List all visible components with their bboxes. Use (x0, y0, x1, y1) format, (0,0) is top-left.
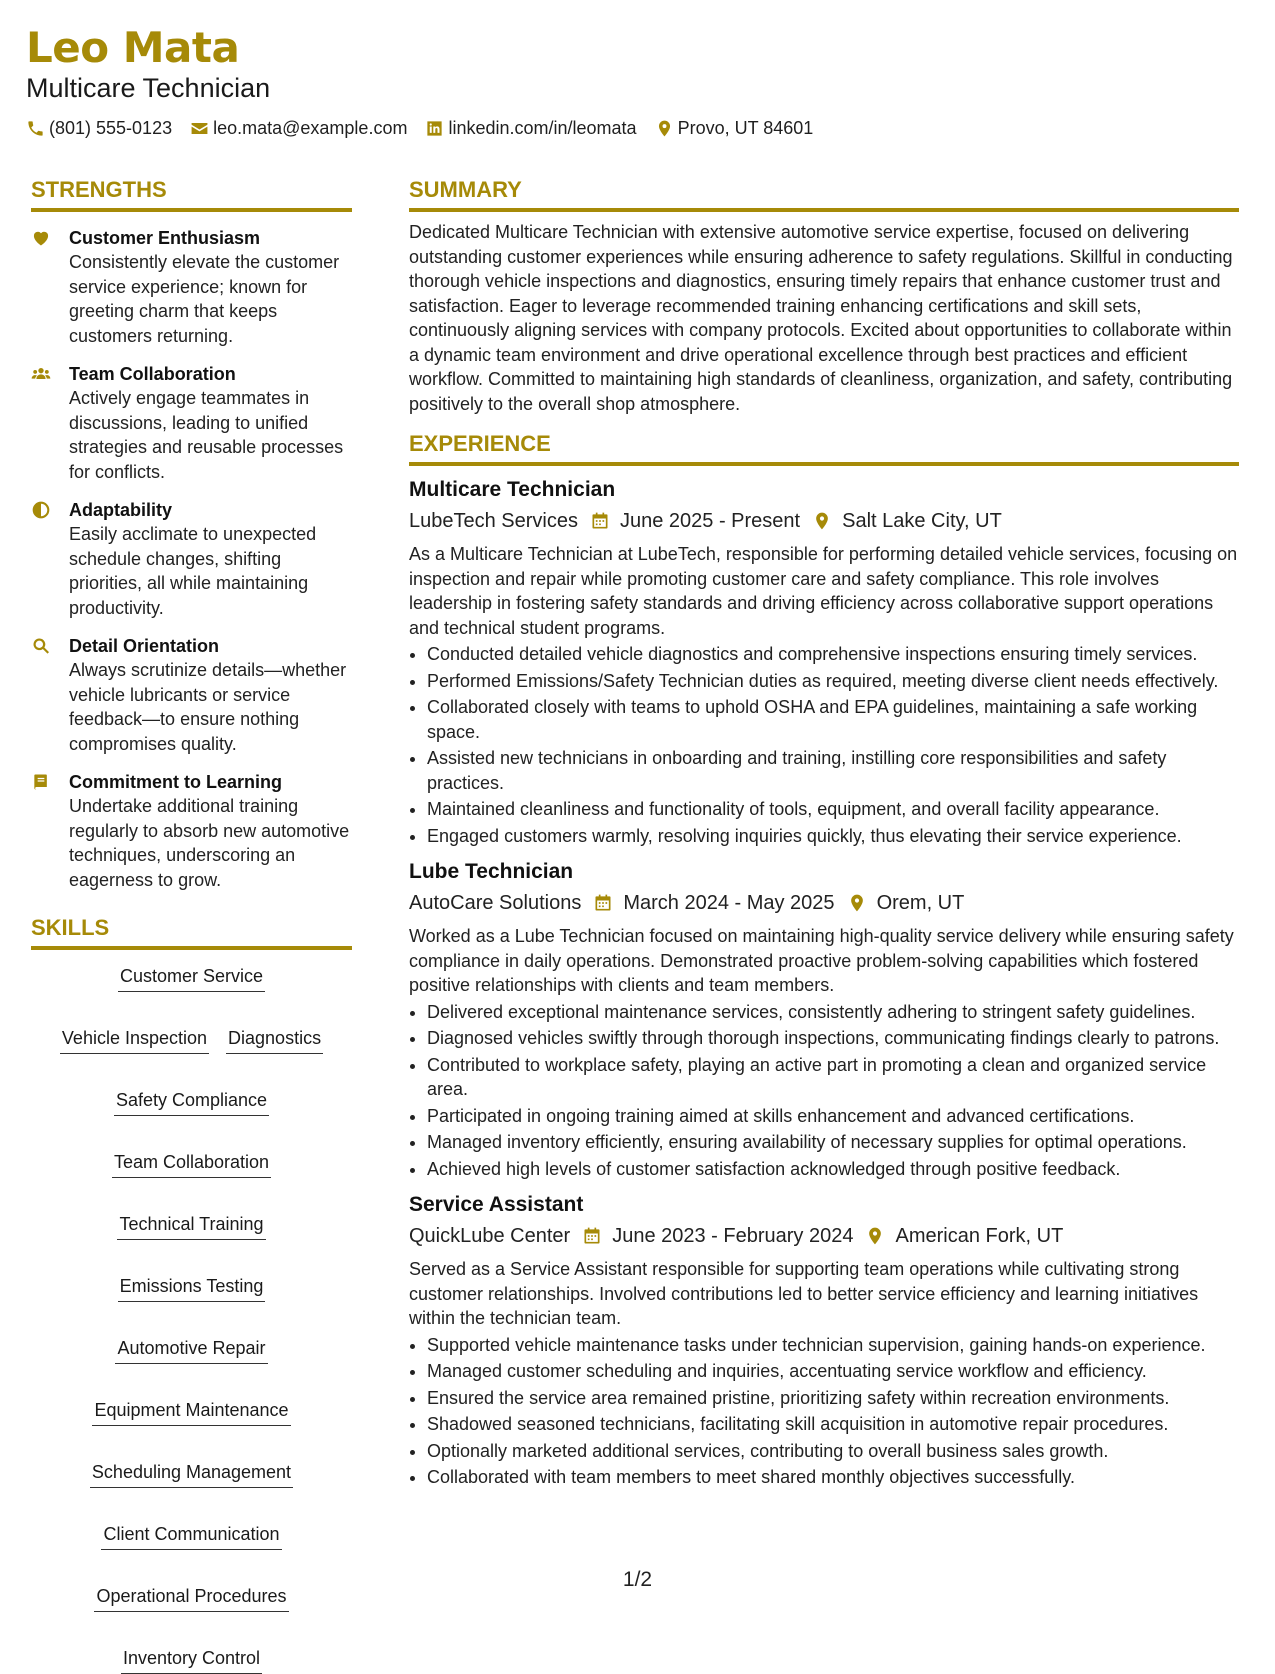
bullet-item: • Optionally marketed additional services, contributing to overall business sales growth. (427, 1439, 1239, 1464)
bullet-item: • Achieved high levels of customer satisfaction acknowledged through positive feedback. (427, 1157, 1239, 1182)
skills-heading: SKILLS (31, 915, 110, 940)
bullet-item: • Diagnosed vehicles swiftly through thorough inspections, communicating findings clearly to patrons. (427, 1026, 1239, 1051)
strength-desc: Actively engage teammates in discussions, leading to unified strategies and reusable processes for conflicts. (69, 388, 344, 482)
skill-tag: Inventory Control (121, 1646, 262, 1674)
job-entry (409, 1191, 1239, 1490)
left-column (31, 176, 352, 1674)
bullet-item: • Collaborated with team members to meet shared monthly objectives successfully. (427, 1465, 1239, 1490)
skill-tag: Customer Service (118, 964, 265, 992)
map-pin-icon (812, 511, 832, 531)
book-icon (31, 772, 51, 792)
envelope-icon (190, 119, 209, 138)
job-entry (409, 858, 1239, 1181)
heart-icon (31, 228, 51, 248)
skill-tag: Emissions Testing (118, 1274, 266, 1302)
skill-tag: Technical Training (117, 1212, 265, 1240)
strength-desc: Easily acclimate to unexpected schedule changes, shifting priorities, all while maintaining productivity. (69, 524, 317, 618)
bullet-item: • Managed customer scheduling and inquiries, accentuating service workflow and efficiency. (427, 1359, 1239, 1384)
job-location: Salt Lake City, UT (842, 510, 1002, 532)
contact-linkedin[interactable] (425, 118, 636, 139)
strength-desc: Undertake additional training regularly to absorb new automotive techniques, underscoring an eagerness to grow. (69, 796, 350, 890)
job-company: QuickLube Center (409, 1225, 571, 1247)
job-bullets (409, 1000, 1239, 1182)
job-entry (409, 476, 1239, 848)
job-title: Lube Technician (409, 860, 574, 883)
map-pin-icon (847, 893, 867, 913)
page-number: 1/2 (622, 1568, 653, 1591)
job-title: Multicare Technician (409, 478, 616, 501)
skill-tag: Operational Procedures (94, 1584, 288, 1612)
bullet-item: • Shadowed seasoned technicians, facilitating skill acquisition in automotive repair procedures. (427, 1412, 1239, 1437)
job-company: AutoCare Solutions (409, 892, 582, 914)
job-location: Orem, UT (876, 892, 965, 914)
strength-title: Detail Orientation (69, 636, 220, 656)
strength-title: Team Collaboration (69, 364, 236, 384)
skills-section (31, 914, 352, 1674)
contact-location (655, 118, 814, 139)
bullet-item: • Conducted detailed vehicle diagnostics and comprehensive inspections ensuring timely services. (427, 642, 1239, 667)
skill-tag: Diagnostics (226, 1026, 323, 1054)
strength-item (31, 634, 352, 756)
linkedin-icon (425, 119, 444, 138)
bullet-item: • Maintained cleanliness and functionality of tools, equipment, and overall facility appearance. (427, 797, 1239, 822)
job-dates: March 2024 - May 2025 (623, 892, 835, 914)
summary-section (409, 176, 1239, 416)
right-column (409, 176, 1239, 1492)
job-company: LubeTech Services (409, 510, 578, 532)
skill-tag: Equipment Maintenance (92, 1398, 290, 1426)
job-meta (409, 506, 1239, 536)
summary-heading: SUMMARY (409, 177, 522, 202)
job-meta (409, 888, 1239, 918)
skill-tag: Vehicle Inspection (60, 1026, 209, 1054)
contact-location-text: Provo, UT 84601 (677, 118, 814, 138)
strength-title: Adaptability (69, 500, 173, 520)
strengths-heading: STRENGTHS (31, 177, 167, 202)
bullet-item: • Delivered exceptional maintenance services, consistently adhering to stringent safety guidelines. (427, 1000, 1239, 1025)
experience-divider (409, 462, 1239, 466)
skill-tag: Safety Compliance (114, 1088, 269, 1116)
strength-title: Customer Enthusiasm (69, 228, 261, 248)
job-description: Served as a Service Assistant responsible for supporting team operations while cultivating strong customer relationships. Involved contributions led to better service efficiency and learning initiatives within the technician team. (409, 1259, 1199, 1328)
map-pin-icon (655, 119, 674, 138)
strength-title: Commitment to Learning (69, 772, 283, 792)
calendar-icon (590, 511, 610, 531)
users-icon (31, 364, 51, 384)
bullet-item: • Participated in ongoing training aimed at skills enhancement and advanced certifications. (427, 1104, 1239, 1129)
candidate-name: Leo Mata (26, 23, 240, 72)
skill-tag: Team Collaboration (112, 1150, 271, 1178)
bullet-item: • Assisted new technicians in onboarding and training, instilling core responsibilities and safety practices. (427, 746, 1239, 795)
summary-divider (409, 208, 1239, 212)
contact-email-text[interactable]: leo.mata@example.com (213, 118, 408, 138)
magnifier-icon (31, 636, 51, 656)
skill-tag: Automotive Repair (115, 1336, 267, 1364)
strength-item (31, 362, 352, 484)
contact-email[interactable] (190, 118, 407, 139)
contact-phone (26, 118, 172, 139)
job-description: Worked as a Lube Technician focused on maintaining high-quality service delivery while ensuring safety compliance in daily operations. Demonstrated proactive problem-solving capabilities which fostered positive relationships with clients and team members. (409, 926, 1234, 995)
job-description: As a Multicare Technician at LubeTech, responsible for performing detailed vehicle services, focusing on inspection and repair while promoting customer care and safety compliance. This role involves leadership in fostering safety standards and driving efficiency across collaborative support operations and technical student programs. (409, 544, 1238, 638)
job-dates: June 2023 - February 2024 (612, 1225, 854, 1247)
bullet-item: • Engaged customers warmly, resolving inquiries quickly, thus elevating their service experience. (427, 824, 1239, 849)
experience-heading: EXPERIENCE (409, 431, 551, 456)
job-title: Service Assistant (409, 1193, 584, 1216)
bullet-item: • Managed inventory efficiently, ensuring availability of necessary supplies for optimal operations. (427, 1130, 1239, 1155)
job-dates: June 2025 - Present (619, 510, 801, 532)
strengths-divider (31, 208, 352, 212)
bullet-item: • Ensured the service area remained pristine, prioritizing safety within recreation environments. (427, 1386, 1239, 1411)
phone-icon (26, 119, 45, 138)
job-meta (409, 1221, 1239, 1251)
job-location: American Fork, UT (895, 1225, 1064, 1247)
strength-desc: Consistently elevate the customer service experience; known for greeting charm that keeps customers returning. (69, 252, 340, 346)
strength-item (31, 770, 352, 892)
calendar-icon (582, 1226, 602, 1246)
calendar-icon (593, 893, 613, 913)
skills-divider (31, 946, 352, 950)
candidate-role: Multicare Technician (26, 73, 271, 103)
strength-item (31, 226, 352, 348)
job-bullets (409, 1333, 1239, 1490)
strengths-section (31, 176, 352, 892)
skill-tag: Scheduling Management (90, 1460, 293, 1488)
bullet-item: • Contributed to workplace safety, playing an active part in promoting a clean and organized service area. (427, 1053, 1239, 1102)
map-pin-icon (865, 1226, 885, 1246)
half-circle-icon (31, 500, 51, 520)
bullet-item: • Supported vehicle maintenance tasks under technician supervision, gaining hands-on experience. (427, 1333, 1239, 1358)
bullet-item: • Collaborated closely with teams to uphold OSHA and EPA guidelines, maintaining a safe working space. (427, 695, 1239, 744)
strength-desc: Always scrutinize details—whether vehicle lubricants or service feedback—to ensure nothing compromises quality. (69, 660, 347, 754)
contact-bar (26, 118, 813, 139)
summary-text: Dedicated Multicare Technician with extensive automotive service expertise, focused on delivering outstanding customer experiences while ensuring adherence to safety regulations. Skillful in conducting thorough vehicle inspections and diagnostics, ensuring timely repairs that enhance customer trust and satisfaction. Eager to leverage recommended training enhancing certifications and skill sets, continuously aligning services with company protocols. Excited about opportunities to collaborate within a dynamic team environment and drive operational excellence through best practices and efficient workflow. Committed to maintaining high standards of cleanliness, organization, and safety, contributing positively to the overall shop atmosphere. (409, 222, 1233, 414)
job-bullets (409, 642, 1239, 848)
bullet-item: • Performed Emissions/Safety Technician duties as required, meeting diverse client needs effectively. (427, 669, 1239, 694)
strength-item (31, 498, 352, 620)
contact-linkedin-text[interactable]: linkedin.com/in/leomata (448, 118, 637, 138)
contact-phone-text: (801) 555-0123 (49, 118, 173, 138)
resume-header (26, 22, 813, 139)
skill-tag: Client Communication (101, 1522, 281, 1550)
experience-section (409, 430, 1239, 1490)
